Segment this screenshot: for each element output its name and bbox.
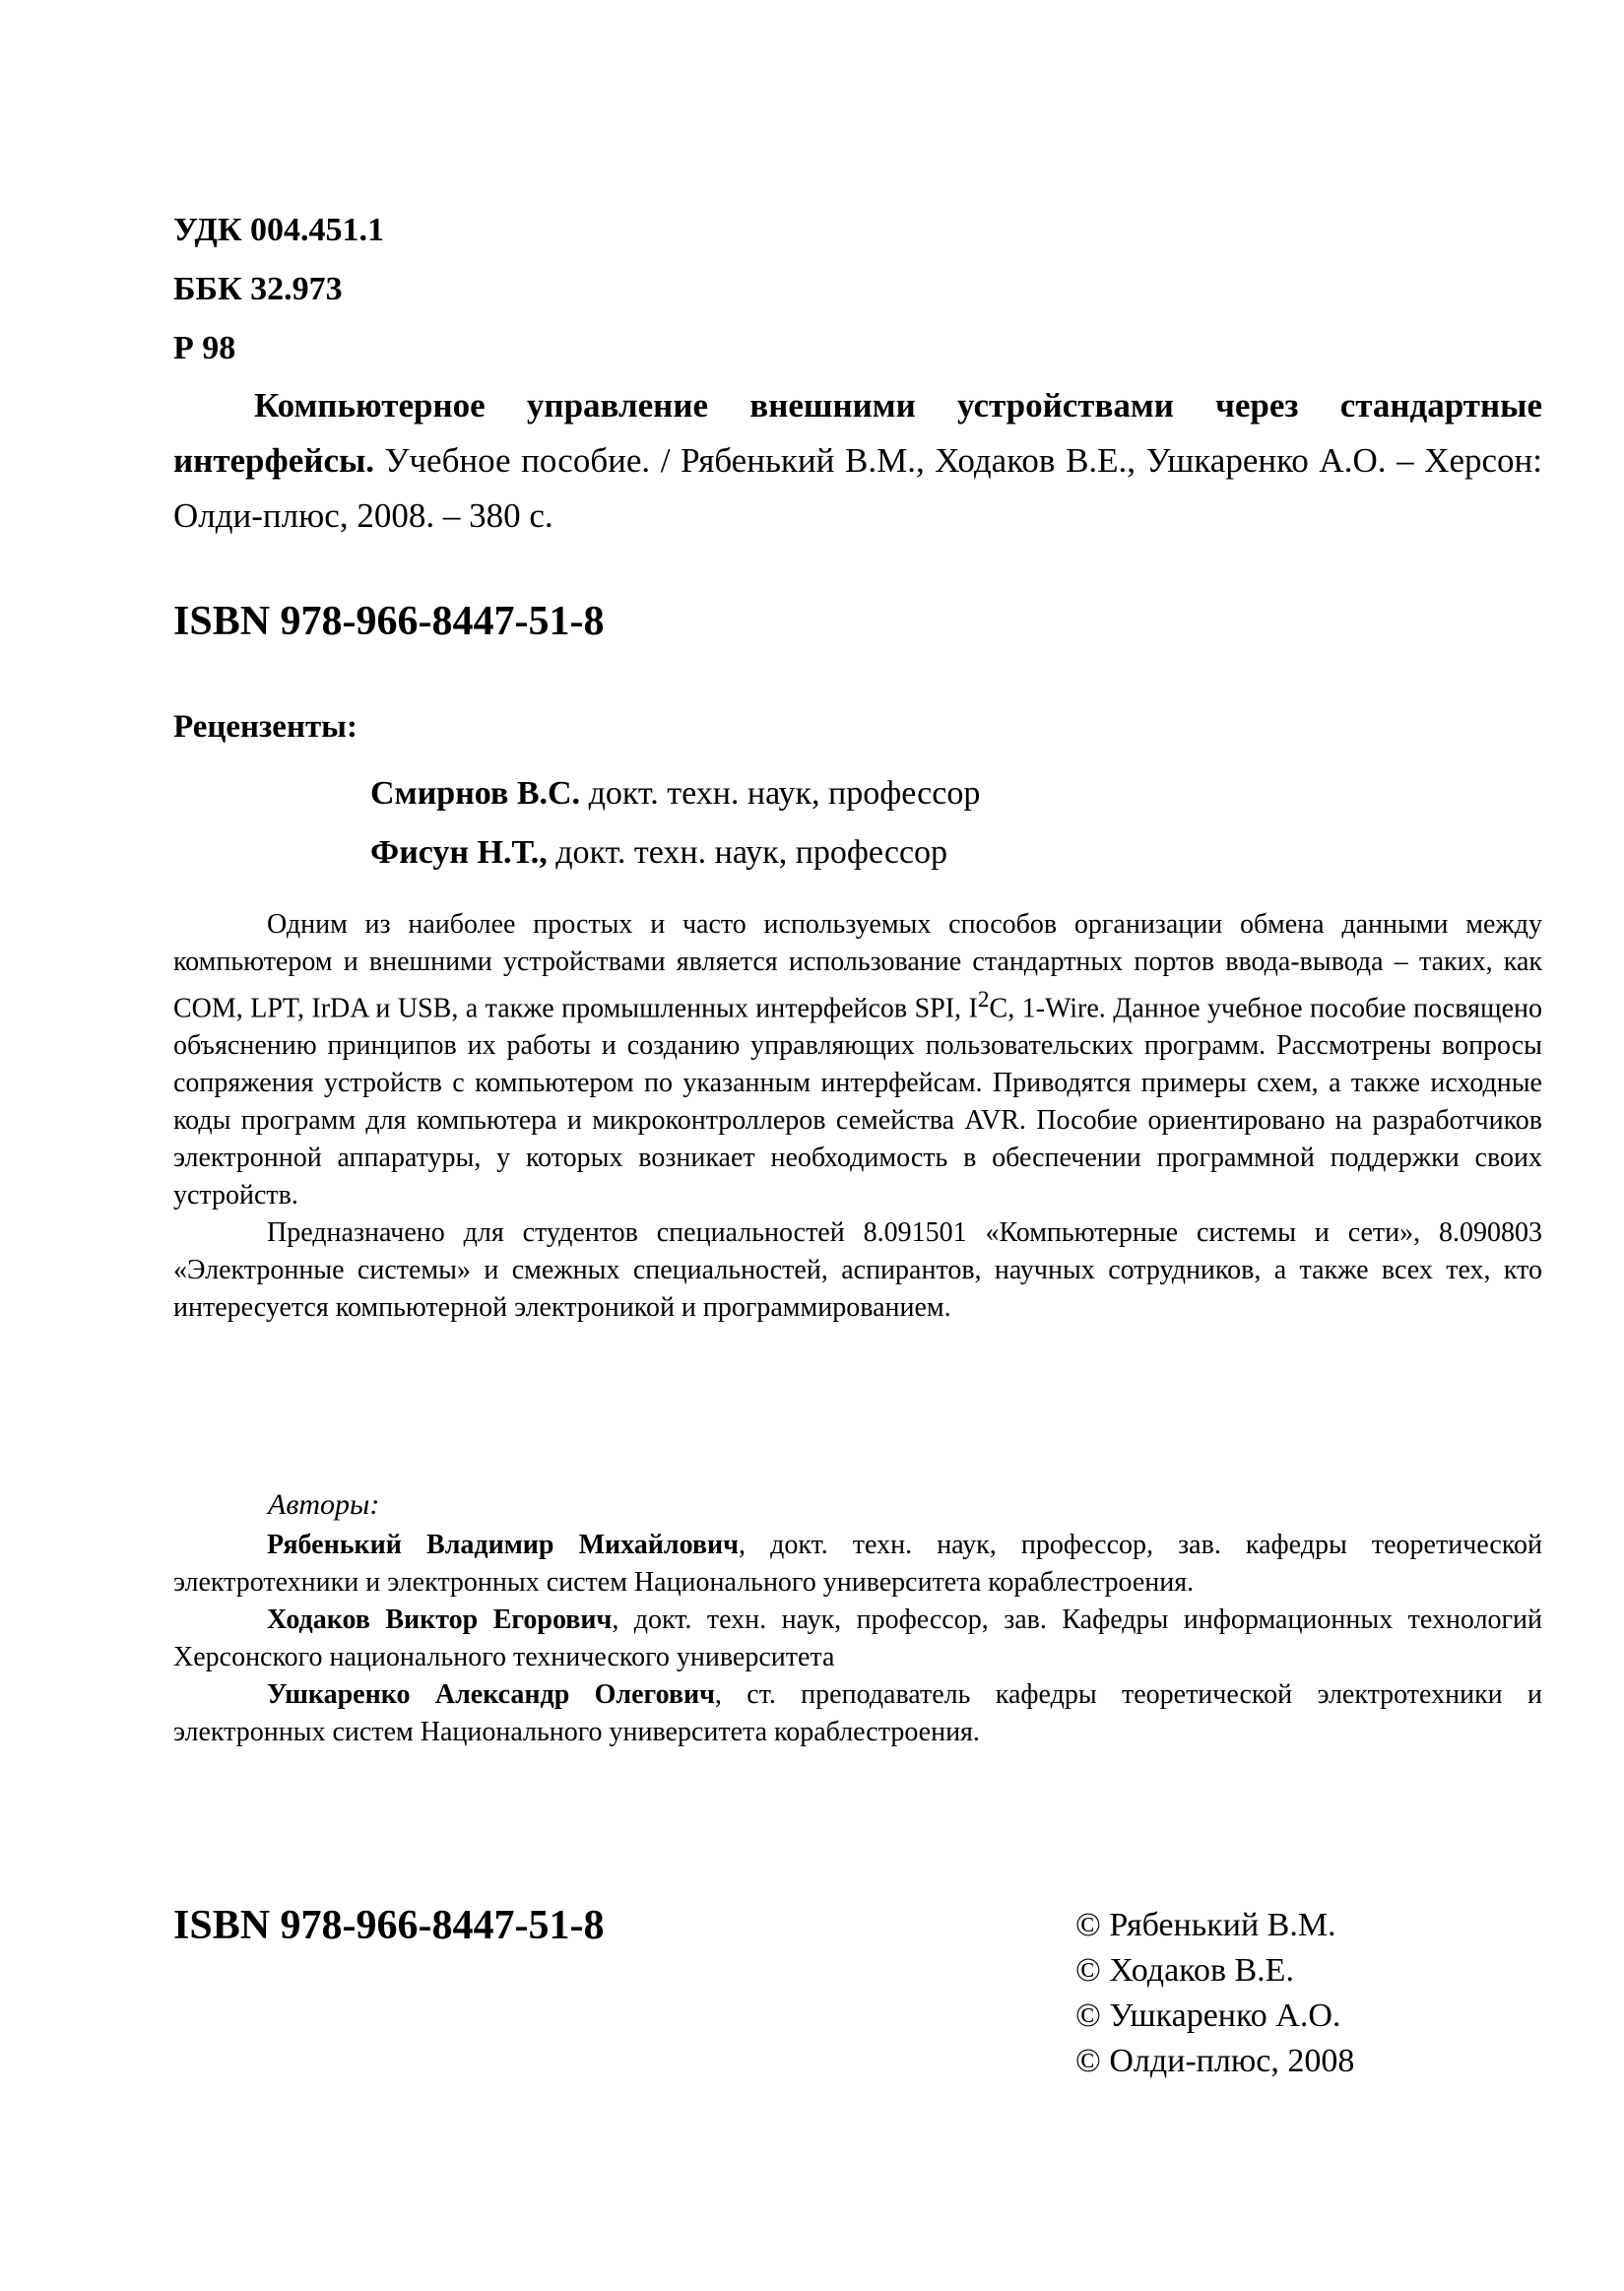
reviewers-heading: Рецензенты: [173,709,357,745]
reviewer [370,833,947,873]
superscript: 2 [977,987,990,1013]
annotation-paragraph: Предназначено для студентов специальностей 8.091501 «Компьютерные системы и сети», 8.090803 «Электронные системы» и смежных специальностей, аспирантов, научных сотрудников, а также всех тех, кто интересуется компьютерной электроникой и программированием. [173,1217,1542,1324]
author-entry [173,1676,1542,1751]
author-name: Ушкаренко Александр Олегович [267,1679,715,1710]
author-entry [173,1527,1542,1602]
isbn-bottom: ISBN 978-966-8447-51-8 [173,1903,605,1948]
annotation-text: Одним из наиболее простых и часто используемых способов организации обмена данными между компьютером и внешними устройствами является использование стандартных портов ввода-вывода – таких, как COM, LPT, IrDA и USB, а также промышленных интерфейсов SPI, I [173,909,1542,1024]
reviewer-name: Фисун Н.Т., [370,834,548,871]
author-name: Рябенький Владимир Михайлович [267,1530,739,1560]
author-mark: Р 98 [173,330,236,366]
copyright-line: © Рябенький В.М. [1075,1907,1336,1943]
reviewer [370,774,980,814]
bibliographic-record [173,378,1542,544]
authors-list [173,1527,1542,1751]
reviewer-title: докт. техн. наук, профессор [580,775,981,812]
copyright-line: © Ходаков В.Е. [1075,1952,1294,1989]
annotation-paragraph [173,906,1542,1214]
authors-heading: Авторы: [268,1488,380,1521]
author-desc: , докт. техн. наук, профессор, зав. кафедры теоретической электротехники и электронных систем Национального университета кораблестроения. [173,1530,1543,1598]
annotation-text: C, 1-Wire. Данное учебное пособие посвящено объяснению принципов их работы и созданию управляющих пользовательских программ. Рассмотрены вопросы сопряжения устройств с компьютером по указанным интерфейсам. Приводятся примеры схем, а также исходные коды программ для компьютера и микроконтроллеров семейства AVR. Пособие ориентировано на разработчиков электронной аппаратуры, у которых возникает необходимость в обеспечении программной поддержки своих устройств. [173,993,1542,1211]
book-title: Компьютерное управление внешними устройствами через стандартные интерфейсы. [173,386,1542,480]
author-name: Ходаков Виктор Егорович [267,1604,613,1635]
copyright-line: © Ушкаренко А.О. [1075,1997,1341,2034]
copyright-line: © Олди-плюс, 2008 [1075,2043,1355,2079]
reviewer-title: докт. техн. наук, профессор [547,834,948,871]
isbn-top: ISBN 978-966-8447-51-8 [173,599,605,644]
book-details: Учебное пособие. / Рябенький В.М., Ходаков В.Е., Ушкаренко А.О. – Херсон: Олди-плюс, 2008. – 380 с. [173,441,1542,535]
author-entry [173,1602,1542,1676]
reviewer-name: Смирнов В.С. [370,775,581,812]
author-desc: , докт. техн. наук, профессор, зав. Кафедры информационных технологий Херсонского национального технического университета [173,1604,1542,1672]
bbk-code: ББК 32.973 [173,271,343,307]
copyright-block [1075,1903,1354,2084]
annotation [173,906,1542,1327]
author-desc: , ст. преподаватель кафедры теоретической электротехники и электронных систем Национального университета кораблестроения. [173,1679,1542,1747]
udk-code: УДК 004.451.1 [173,212,385,248]
